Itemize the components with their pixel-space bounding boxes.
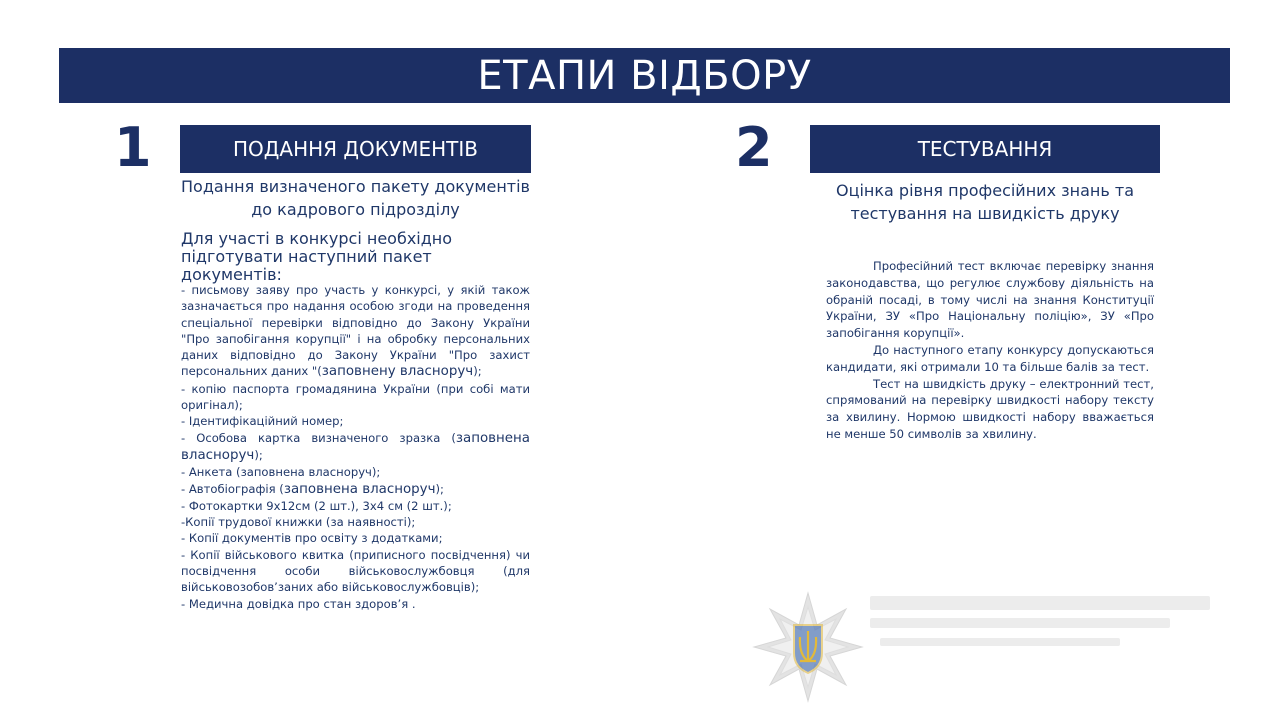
stage-2-number: 2 [735,116,773,179]
testing-paragraph-1: Професійний тест включає перевірку знання законодавства, що регулює службову діяльність на обраній посаді, в тому числі на знання Конституції України, ЗУ «Про Національну поліцію», ЗУ «Про запобігання корупції». [826,259,1154,341]
list-item-text: - Автобіографія ( [181,481,284,496]
emblem-watermark-text [870,590,1215,650]
testing-description [826,258,1154,443]
list-item [181,430,530,465]
list-item: -Копії трудової книжки (за наявності); [181,515,416,530]
list-item: - Фотокартки 9х12см (2 шт.), 3х4 см (2 шт.); [181,498,452,513]
stage-1-heading: ПОДАННЯ ДОКУМЕНТІВ [180,125,531,173]
list-item-text: ); [435,481,444,496]
stage-1-lead [181,230,531,284]
stage-2-subtitle-line1: Оцінка рівня професійних знань та [835,181,1134,200]
list-item: - копію паспорта громадянина України (при собі мати оригінал); [181,381,530,413]
stage-2-subtitle [810,179,1160,225]
list-item-text: - письмову заяву про участь у конкурсі, у якій також зазначається про надання особою згоди на проведення спеціальної перевірки відповідно до Закону України "Про запобігання корупції" і на обробку персональних даних відповідно до Закону України "Про захист персональних даних "( [181,283,530,379]
stage-1-lead-line1: Для участі в конкурсі необхідно [181,229,453,248]
list-item: - Медична довідка про стан здоров’я . [181,596,416,611]
stage-1-lead-line2: підготувати наступний пакет документів: [181,247,432,284]
list-item-text: ); [254,447,263,462]
stage-1-subtitle [180,175,531,221]
list-item-text: - Особова картка визначеного зразка ( [181,430,456,445]
stage-2-heading: ТЕСТУВАННЯ [810,125,1160,173]
testing-paragraph-2: До наступного етапу конкурсу допускаються кандидати, які отримали 10 та більше балів за тест. [826,342,1154,374]
list-item [181,282,530,381]
page-title: ЕТАПИ ВІДБОРУ [477,52,812,99]
list-item: - Анкета (заповнена власноруч); [181,465,381,480]
stage-1-subtitle-line1: Подання визначеного пакету документів [181,177,530,196]
document-list [181,282,530,612]
stage-2-subtitle-line2: тестування на швидкість друку [850,204,1120,223]
list-item-text: ); [473,364,482,379]
list-item-emphasis: заповнену власноруч [321,364,474,380]
list-item: - Ідентифікаційний номер; [181,414,344,429]
stage-1-number: 1 [114,116,152,179]
list-item: - Копії військового квитка (приписного посвідчення) чи посвідчення особи військовослужбовця (для військовозобов’заних або військовослужбовців); [181,547,530,595]
testing-paragraph-3: Тест на швидкість друку – електронний тест, спрямований на перевірку швидкості набору тексту за хвилину. Нормою швидкості набору вважається не менше 50 символів за хвилину. [826,376,1154,441]
list-item [181,481,530,498]
police-star-emblem-icon [752,591,864,703]
list-item-emphasis: заповнена власноруч [181,430,530,463]
stage-1-subtitle-line2: до кадрового підрозділу [251,200,460,219]
title-banner [59,48,1230,103]
list-item: - Копії документів про освіту з додатками; [181,531,443,546]
list-item-emphasis: заповнена власноруч [283,481,436,497]
